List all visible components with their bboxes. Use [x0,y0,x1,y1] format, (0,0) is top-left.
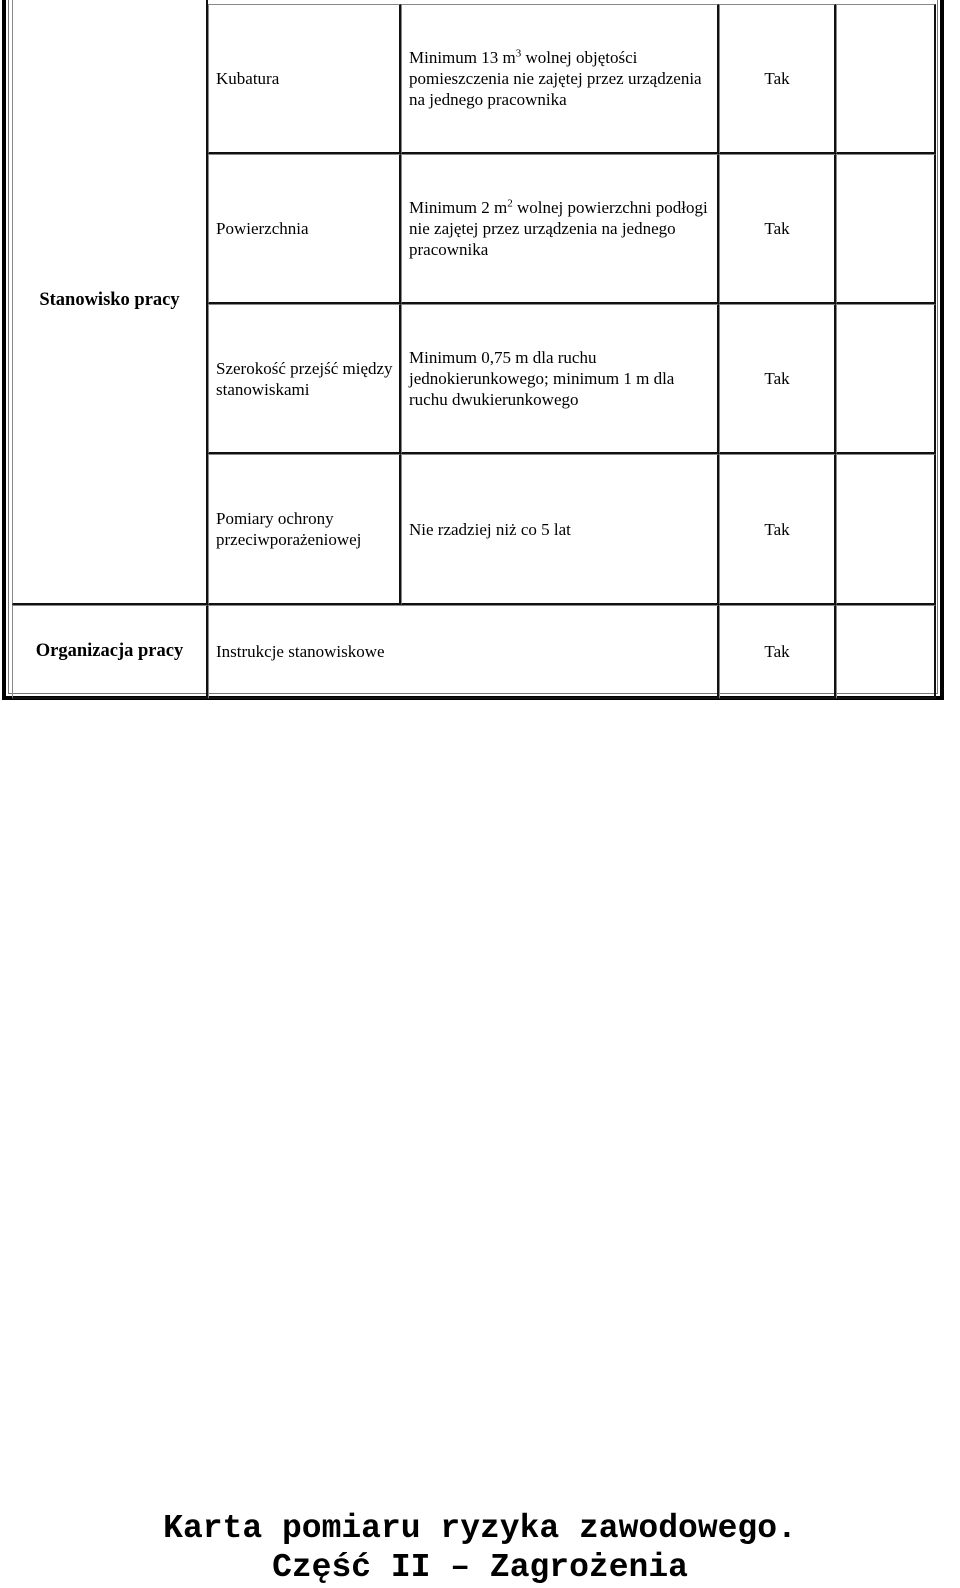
item-cell-szerokosc: Szerokość przejść między stanowiskami [208,304,401,454]
section-cell-work: Stanowisko pracy [12,0,208,605]
notes-cell-pomiary [836,454,936,605]
footer-title-line2: Część II – Zagrożenia [272,1549,688,1586]
requirement-cell-powierzchnia [401,154,719,304]
notes-cell-powierzchnia [836,154,936,304]
item-cell-instrukcje: Instrukcje stanowiskowe [208,605,719,699]
answer-cell-kubatura: Tak [719,4,836,154]
requirement-cell-pomiary: Nie rzadziej niż co 5 lat [401,454,719,605]
notes-cell-instrukcje [836,605,936,699]
notes-cell-kubatura [836,4,936,154]
item-cell-powierzchnia: Powierzchnia [208,154,401,304]
section-cell-org: Organizacja pracy [12,605,208,699]
notes-cell-szerokosc [836,304,936,454]
answer-cell-pomiary: Tak [719,454,836,605]
answer-cell-instrukcje: Tak [719,605,836,699]
requirement-cell-kubatura [401,4,719,154]
answer-cell-szerokosc: Tak [719,304,836,454]
answer-cell-powierzchnia: Tak [719,154,836,304]
requirement-text: Minimum 2 $m^2$ wolnej powierzchni podłogi nie zajętej przez urządzenia na jednego pracownika [409,197,708,259]
requirement-text: Minimum 13 $m^3$ wolnej objętości pomieszczenia nie zajętej przez urządzenia na jednego pracownika [409,47,702,109]
item-cell-pomiary: Pomiary ochrony przeciwporażeniowej [208,454,401,605]
requirement-cell-szerokosc: Minimum 0,75 m dla ruchu jednokierunkowego; minimum 1 m dla ruchu dwukierunkowego [401,304,719,454]
footer-title-line1: Karta pomiaru ryzyka zawodowego. [163,1510,797,1547]
item-cell-kubatura: Kubatura [208,4,401,154]
